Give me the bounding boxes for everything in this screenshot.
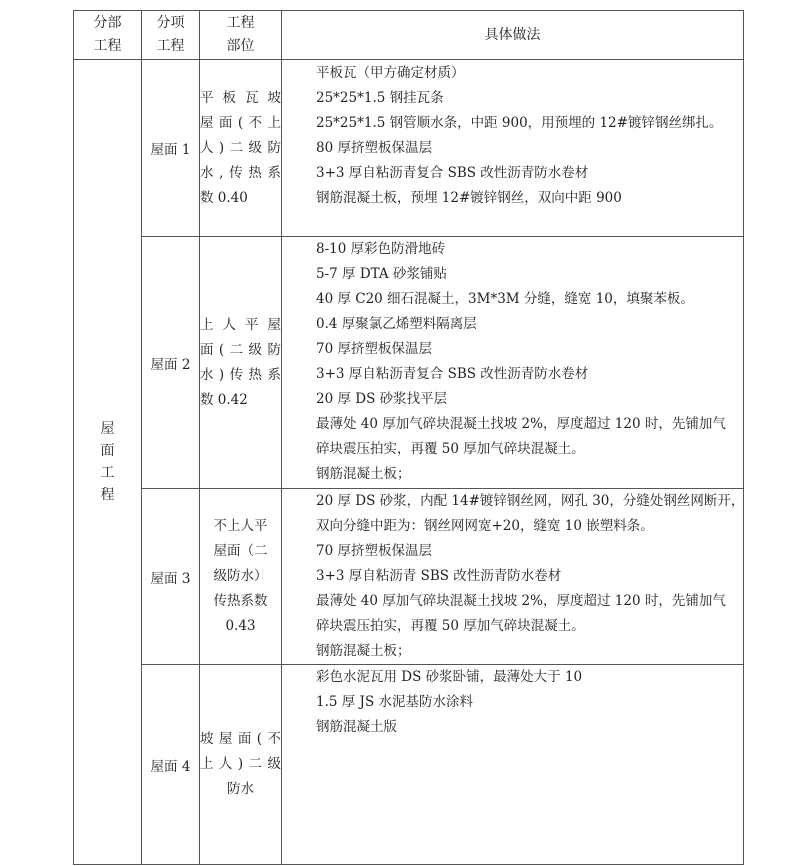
part-cell: 坡屋面(不 上人)二级 防水 xyxy=(200,665,282,865)
header-row xyxy=(74,11,744,60)
header-subitem: 分项 工程 xyxy=(142,11,200,60)
table-row xyxy=(74,60,744,237)
method-cell: 20 厚 DS 砂浆，内配 14#镀锌钢丝网，网孔 30，分缝处钢丝网断开， 双向分缝中距为：钢丝网网宽+20，缝宽 10 嵌塑料条。 70 厚挤塑板保温层 3+3 厚自粘沥青 SBS 改性沥青防水卷材 最薄处 40 厚加气碎块混凝土找坡 2%，厚度超过 120 时，先铺加气 碎块震压拍实，再覆 50 厚加气碎块混凝土。 钢筋混凝土板； xyxy=(282,489,744,665)
method-cell: 8-10 厚彩色防滑地砖 5-7 厚 DTA 砂浆铺贴 40 厚 C20 细石混凝土，3M*3M 分缝，缝宽 10，填聚苯板。 0.4 厚聚氯乙烯塑料隔离层 70 厚挤塑板保温层 3+3 厚自粘沥青复合 SBS 改性沥青防水卷材 20 厚 DS 砂浆找平层 最薄处 40 厚加气碎块混凝土找坡 2%，厚度超过 120 时，先铺加气 碎块震压拍实，再覆 50 厚加气碎块混凝土。 钢筋混凝土板； xyxy=(282,237,744,489)
method-cell: 彩色水泥瓦用 DS 砂浆卧铺，最薄处大于 10 1.5 厚 JS 水泥基防水涂料 钢筋混凝土版 xyxy=(282,665,744,865)
header-division: 分部 工程 xyxy=(74,11,142,60)
method-cell: 平板瓦（甲方确定材质） 25*25*1.5 钢挂瓦条 25*25*1.5 钢管顺水条，中距 900，用预埋的 12#镀锌钢丝绑扎。 80 厚挤塑板保温层 3+3 厚自粘沥青复合 SBS 改性沥青防水卷材 钢筋混凝土板，预埋 12#镀锌钢丝，双向中距 900 xyxy=(282,60,744,237)
part-cell: 不上人平 屋面（二 级防水） 传热系数 0.43 xyxy=(200,489,282,665)
table-row xyxy=(74,237,744,489)
header-part: 工程 部位 xyxy=(200,11,282,60)
item-cell: 屋面 3 xyxy=(142,489,200,665)
table-row xyxy=(74,665,744,865)
part-cell: 平板瓦坡 屋面(不上 人)二级防 水,传热系 数 0.40 xyxy=(200,60,282,237)
header-method: 具体做法 xyxy=(282,11,744,60)
roof-spec-table xyxy=(73,10,744,865)
division-cell: 屋 面 工 程 xyxy=(74,60,142,865)
table-row xyxy=(74,489,744,665)
item-cell: 屋面 2 xyxy=(142,237,200,489)
item-cell: 屋面 4 xyxy=(142,665,200,865)
part-cell: 上人平屋 面(二级防 水)传热系 数 0.42 xyxy=(200,237,282,489)
item-cell: 屋面 1 xyxy=(142,60,200,237)
